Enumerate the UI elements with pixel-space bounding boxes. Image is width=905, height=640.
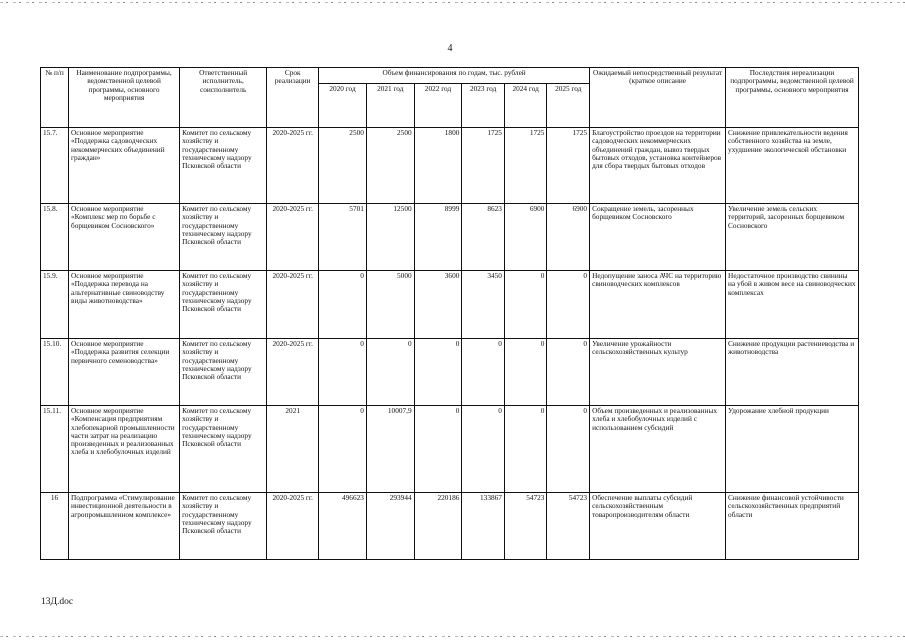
row-name: Подпрограмма «Стимулирование инвестиционной деятельности в агропромышленном комплексе» [69,493,180,560]
table-row [41,493,859,560]
table-row [41,128,859,204]
row-value-2022: 8999 [414,204,462,271]
row-num: 16 [41,493,69,560]
row-value-2020: 0 [319,271,367,339]
row-term: 2021 [267,406,319,493]
row-value-2024: 0 [504,339,547,406]
table-header [41,68,859,128]
scan-artifact-top [0,2,905,3]
row-value-2024: 6900 [504,204,547,271]
row-value-2022: 220186 [414,493,462,560]
table-row [41,339,859,406]
row-value-2022: 1800 [414,128,462,204]
row-name: Основное мероприятие «Поддержка развития селекции первичного семеноводства» [69,339,180,406]
header-year: 2024 год [504,84,547,128]
row-name: Основное мероприятие «Поддержка перевода на альтернативные свиноводству виды животноводства» [69,271,180,339]
row-term: 2020-2025 гг. [267,493,319,560]
header-name: Наименование подпрограммы, ведомственной целевой программы, основного мероприятия [69,68,180,128]
row-value-2022: 0 [414,406,462,493]
table-row [41,271,859,339]
row-num: 15.7. [41,128,69,204]
row-name: Основное мероприятие «Компенсация предприятиям хлебопекарной промышленности части затрат на реализацию произведенных и реализованных хлеба и хлебобулочных изделий [69,406,180,493]
row-consequences: Снижение продукции растениеводства и животноводства [726,339,859,406]
row-executor: Комитет по сельскому хозяйству и государственному техническому надзору Псковской области [180,493,267,560]
header-year: 2025 год [547,84,590,128]
scan-artifact-bottom [0,636,905,637]
row-result: Благоустройство проездов на территории садоводческих некоммерческих объединений граждан, вывоз твердых бытовых отходов, установка контейнеров для сбора твердых бытовых отходов [590,128,726,204]
row-result: Обеспечение выплаты субсидий сельскохозяйственным товаропроизводителям области [590,493,726,560]
page-number: 4 [447,43,453,54]
row-consequences: Недостаточное производство свинины на убой в живом весе на свиноводческих комплексах [726,271,859,339]
row-term: 2020-2025 гг. [267,128,319,204]
row-executor: Комитет по сельскому хозяйству и государственному техническому надзору Псковской области [180,406,267,493]
row-consequences: Удорожание хлебной продукции [726,406,859,493]
row-executor: Комитет по сельскому хозяйству и государственному техническому надзору Псковской области [180,204,267,271]
row-value-2024: 0 [504,271,547,339]
row-value-2021: 2500 [366,128,414,204]
row-num: 15.9. [41,271,69,339]
row-value-2021: 5000 [366,271,414,339]
header-year: 2023 год [462,84,505,128]
row-executor: Комитет по сельскому хозяйству и государственному техническому надзору Псковской области [180,271,267,339]
table-row [41,204,859,271]
row-value-2021: 293944 [366,493,414,560]
row-consequences: Увеличение земель сельских территорий, засоренных борщевиком Сосновского [726,204,859,271]
program-table [40,67,859,560]
row-name: Основное мероприятие «Поддержка садоводческих некоммерческих объединений граждан» [69,128,180,204]
row-value-2025: 0 [547,406,590,493]
row-value-2021: 10007,9 [366,406,414,493]
row-num: 15.10. [41,339,69,406]
row-value-2020: 5701 [319,204,367,271]
row-result: Недопущение заноса АЧС на территорию свиноводческих комплексов [590,271,726,339]
row-executor: Комитет по сельскому хозяйству и государственному техническому надзору Псковской области [180,128,267,204]
row-term: 2020-2025 гг. [267,271,319,339]
row-value-2024: 54723 [504,493,547,560]
footer-filename: 13Д.doc [41,597,74,607]
row-executor: Комитет по сельскому хозяйству и государственному техническому надзору Псковской области [180,339,267,406]
header-funding-group: Объем финансирования по годам, тыс. рублей [319,68,590,84]
row-value-2022: 0 [414,339,462,406]
header-year: 2022 год [414,84,462,128]
header-year: 2021 год [366,84,414,128]
row-result: Увеличение урожайности сельскохозяйственных культур [590,339,726,406]
row-value-2025: 0 [547,271,590,339]
row-term: 2020-2025 гг. [267,339,319,406]
row-result: Сокращение земель, засоренных борщевиком Сосновского [590,204,726,271]
row-num: 15.8. [41,204,69,271]
row-value-2023: 0 [462,406,505,493]
row-name: Основное мероприятие «Комплекс мер по борьбе с борщевиком Сосновского» [69,204,180,271]
row-value-2025: 6900 [547,204,590,271]
table-row [41,406,859,493]
row-result: Объем произведенных и реализованных хлеба и хлебобулочных изделий с использованием субсидий [590,406,726,493]
row-value-2024: 1725 [504,128,547,204]
header-term: Срок реализации [267,68,319,128]
row-num: 15.11. [41,406,69,493]
row-term: 2020-2025 гг. [267,204,319,271]
row-value-2020: 0 [319,406,367,493]
row-value-2024: 0 [504,406,547,493]
row-value-2025: 54723 [547,493,590,560]
row-value-2020: 496623 [319,493,367,560]
header-year: 2020 год [319,84,367,128]
row-consequences: Снижение финансовой устойчивости сельскохозяйственных предприятий области [726,493,859,560]
row-value-2022: 3600 [414,271,462,339]
row-value-2025: 0 [547,339,590,406]
header-consequences: Последствия нереализации подпрограммы, ведомственной целевой программы, основного мероприятия [726,68,859,128]
row-value-2025: 1725 [547,128,590,204]
row-value-2021: 12500 [366,204,414,271]
row-value-2023: 1725 [462,128,505,204]
row-value-2023: 133867 [462,493,505,560]
row-value-2020: 2500 [319,128,367,204]
row-value-2021: 0 [366,339,414,406]
header-num: № п/п [41,68,69,128]
row-consequences: Снижение привлекательности ведения собственного хозяйства на земле, ухудшение экологической обстановки [726,128,859,204]
header-result: Ожидаемый непосредственный результат (краткое описание [590,68,726,128]
row-value-2020: 0 [319,339,367,406]
row-value-2023: 3450 [462,271,505,339]
header-executor: Ответственный исполнитель, соисполнитель [180,68,267,128]
row-value-2023: 0 [462,339,505,406]
row-value-2023: 8623 [462,204,505,271]
